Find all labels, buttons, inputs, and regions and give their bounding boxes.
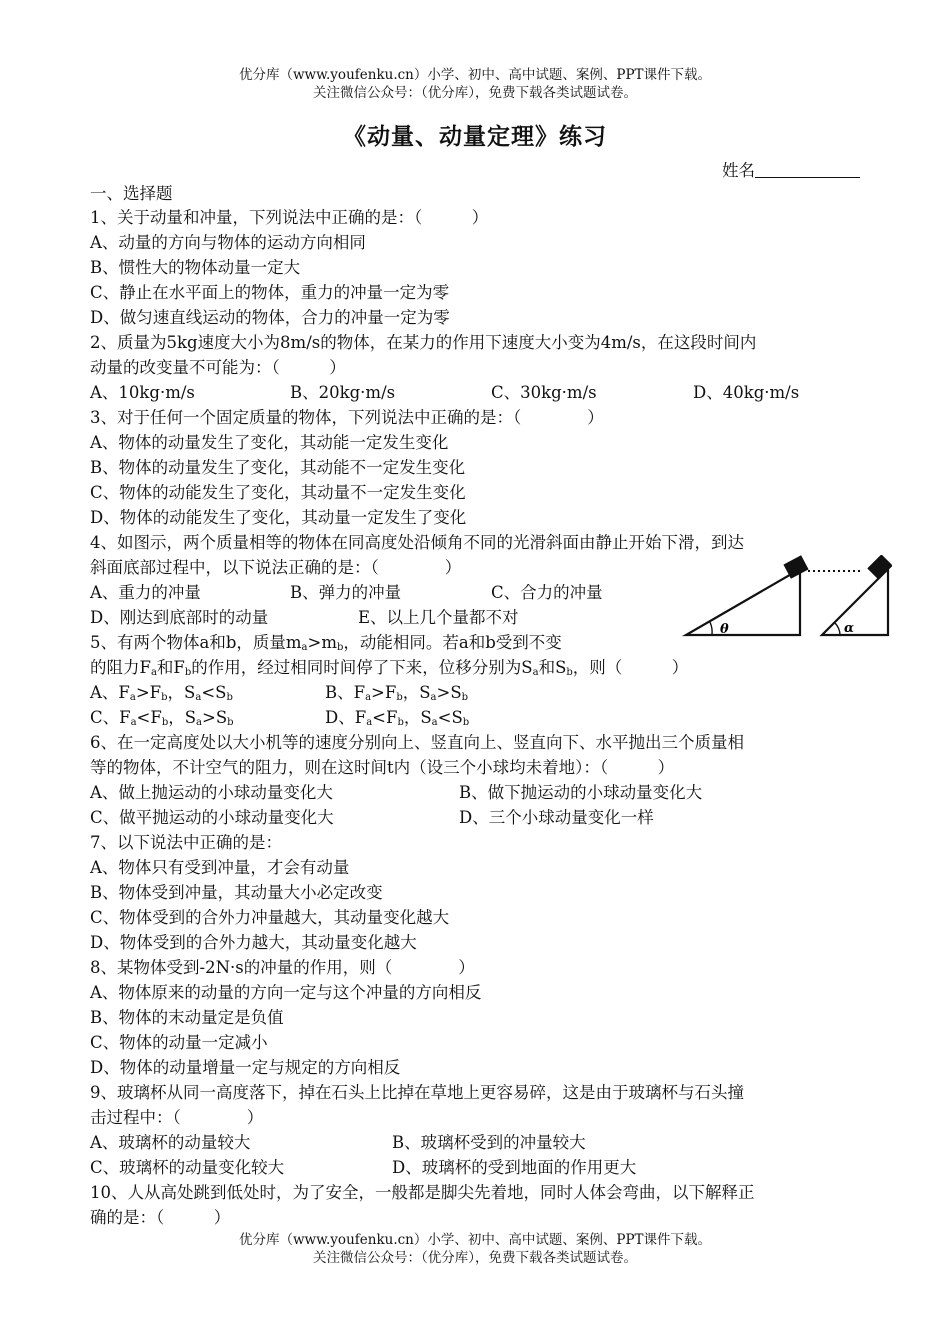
q8-option-b: B、物体的末动量定是负值 — [90, 1008, 284, 1027]
q3-option-b: B、物体的动量发生了变化，其动能不一定发生变化 — [90, 458, 466, 477]
q7-option-c: C、物体受到的合外力冲量越大，其动量变化越大 — [90, 908, 450, 927]
q10-stem-1: 10、人从高处跳到低处时，为了安全，一般都是脚尖先着地，同时人体会弯曲，以下解释正 — [90, 1183, 755, 1202]
angle-arc-alpha — [835, 623, 840, 635]
q2-option-c: C、30kg·m/s — [491, 383, 597, 402]
q3-option-d: D、物体的动能发生了变化，其动量一定发生了变化 — [90, 508, 467, 527]
q1-stem: 1、关于动量和冲量，下列说法中正确的是：（ ） — [90, 208, 489, 227]
angle-label-theta: θ — [720, 622, 729, 637]
name-blank — [755, 161, 860, 178]
q9-option-b: B、玻璃杯受到的冲量较大 — [392, 1133, 586, 1152]
q6-stem-1: 6、在一定高度处以大小机等的速度分别向上、竖直向上、竖直向下、水平抛出三个质量相 — [90, 733, 744, 752]
page-title: 《动量、动量定理》练习 — [343, 123, 607, 150]
q9-stem-2: 击过程中：（ ） — [90, 1108, 264, 1127]
q5-option-c: C、$F_a<F_b$，$S_a>S_b$ — [90, 708, 234, 728]
inclined-planes-figure — [682, 555, 892, 645]
q1-option-b: B、惯性大的物体动量一定大 — [90, 258, 301, 277]
q2-option-b: B、20kg·m/s — [290, 383, 396, 402]
q4-stem-2: 斜面底部过程中，以下说法正确的是：（ ） — [90, 558, 462, 577]
section-heading: 一、选择题 — [90, 184, 173, 203]
q3-option-a: A、物体的动量发生了变化，其动能一定发生变化 — [90, 433, 449, 452]
q6-option-d: D、三个小球动量变化一样 — [459, 808, 654, 827]
q4-option-a: A、重力的冲量 — [90, 583, 201, 602]
q9-option-c: C、玻璃杯的动量变化较大 — [90, 1158, 285, 1177]
q6-option-c: C、做平抛运动的小球动量变化大 — [90, 808, 334, 827]
name-field — [722, 157, 860, 181]
footer-line-2: 关注微信公众号：（优分库），免费下载各类试题试卷。 — [313, 1250, 637, 1266]
footer-line-1: 优分库（www.youfenku.cn）小学、初中、高中试题、案例、PPT课件下载。 — [238, 1232, 712, 1248]
q4-option-e: E、以上几个量都不对 — [358, 608, 519, 627]
q6-option-a: A、做上抛运动的小球动量变化大 — [90, 783, 333, 802]
q6-option-b: B、做下抛运动的小球动量变化大 — [459, 783, 703, 802]
q8-option-c: C、物体的动量一定减小 — [90, 1033, 268, 1052]
q5-stem-2: 的阻力$F_a$和$F_b$的作用，经过相同时间停了下来，位移分别为$S_a$和$S_b$，则（ ） — [90, 658, 689, 678]
q9-option-a: A、玻璃杯的动量较大 — [90, 1133, 251, 1152]
q2-stem-2: 动量的改变量不可能为：（ ） — [90, 358, 346, 377]
q9-option-d: D、玻璃杯的受到地面的作用更大 — [392, 1158, 637, 1177]
q5-stem-1: 5、有两个物体a和b，质量$m_a>m_b$，动能相同。若a和b受到不变 — [90, 633, 562, 653]
q4-option-d: D、刚达到底部时的动量 — [90, 608, 269, 627]
q5-option-d: D、$F_a<F_b$，$S_a<S_b$ — [325, 708, 470, 728]
q10-stem-2: 确的是：（ ） — [90, 1208, 231, 1227]
q3-stem: 3、对于任何一个固定质量的物体，下列说法中正确的是：（ ） — [90, 408, 604, 427]
q7-option-a: A、物体只有受到冲量，才会有动量 — [90, 858, 350, 877]
q8-stem: 8、某物体受到-2N·s的冲量的作用，则（ ） — [90, 958, 475, 977]
angle-label-alpha: α — [844, 621, 855, 636]
q1-option-a: A、动量的方向与物体的运动方向相同 — [90, 233, 366, 252]
q2-option-d: D、40kg·m/s — [693, 383, 800, 402]
q1-option-c: C、静止在水平面上的物体，重力的冲量一定为零 — [90, 283, 450, 302]
q2-stem-1: 2、质量为5kg速度大小为8m/s的物体，在某力的作用下速度大小变为4m/s，在这段时间内 — [90, 333, 757, 352]
q8-option-a: A、物体原来的动量的方向一定与这个冲量的方向相反 — [90, 983, 482, 1002]
angle-arc-theta — [710, 622, 712, 635]
q3-option-c: C、物体的动能发生了变化，其动量不一定发生变化 — [90, 483, 466, 502]
incline-left — [686, 569, 800, 635]
q6-stem-2: 等的物体，不计空气的阻力，则在这时间t内（设三个小球均未着地）：（ ） — [90, 758, 675, 777]
q7-stem: 7、以下说法中正确的是： — [90, 833, 282, 852]
q4-stem-1: 4、如图示，两个质量相等的物体在同高度处沿倾角不同的光滑斜面由静止开始下滑，到达 — [90, 533, 744, 552]
q4-option-b: B、弹力的冲量 — [290, 583, 402, 602]
q7-option-d: D、物体受到的合外力越大，其动量变化越大 — [90, 933, 417, 952]
q4-option-c: C、合力的冲量 — [491, 583, 603, 602]
q5-option-b: B、$F_a>F_b$，$S_a>S_b$ — [325, 683, 469, 703]
q1-option-d: D、做匀速直线运动的物体，合力的冲量一定为零 — [90, 308, 450, 327]
q8-option-d: D、物体的动量增量一定与规定的方向相反 — [90, 1058, 401, 1077]
header-line-1: 优分库（www.youfenku.cn）小学、初中、高中试题、案例、PPT课件下载。 — [238, 67, 712, 83]
q9-stem-1: 9、玻璃杯从同一高度落下，掉在石头上比掉在草地上更容易碎，这是由于玻璃杯与石头撞 — [90, 1083, 744, 1102]
name-label: 姓名 — [722, 161, 755, 180]
header-line-2: 关注微信公众号：（优分库），免费下载各类试题试卷。 — [313, 85, 637, 101]
q5-option-a: A、$F_a>F_b$，$S_a<S_b$ — [90, 683, 233, 703]
q2-option-a: A、10kg·m/s — [90, 383, 195, 402]
q7-option-b: B、物体受到冲量，其动量大小必定改变 — [90, 883, 383, 902]
